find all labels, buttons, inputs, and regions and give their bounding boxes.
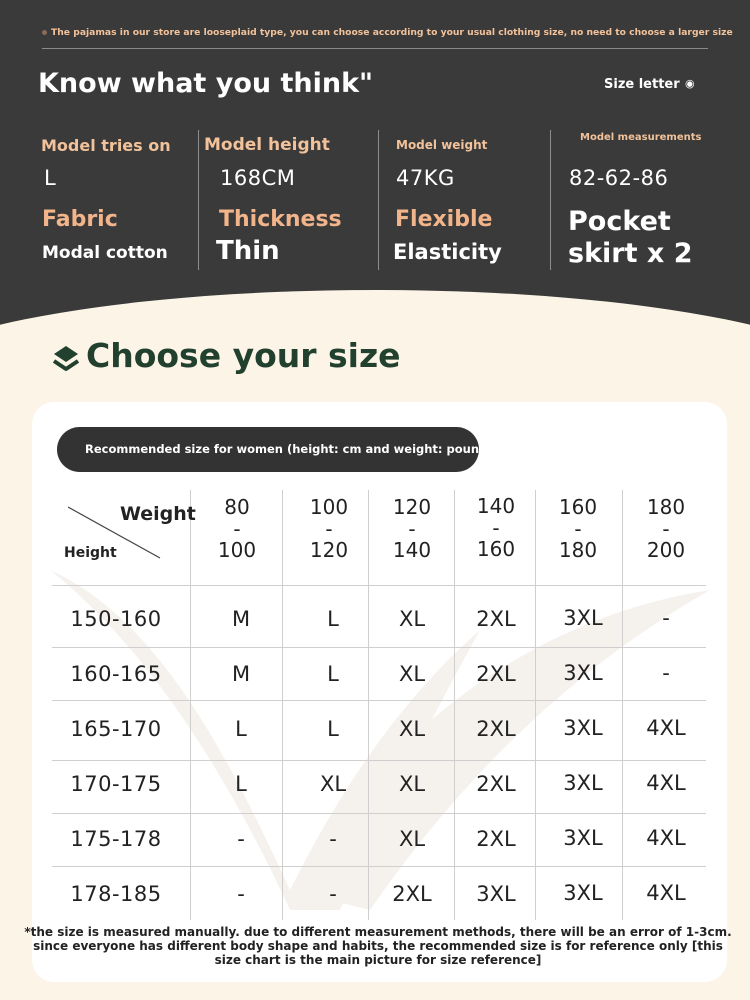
height-row-header: 175-178 [70, 827, 162, 851]
weight-dash: - [325, 516, 333, 541]
attr-value-fabric: Modal cotton [42, 243, 168, 263]
table-rule [52, 647, 706, 648]
size-cell: XL [398, 662, 426, 686]
size-cell: 3XL [563, 881, 603, 905]
size-cell: - [662, 661, 670, 685]
size-cell: 3XL [563, 771, 603, 795]
size-cell: XL [398, 772, 426, 796]
size-cell: M [231, 662, 251, 686]
height-row-header: 165-170 [70, 717, 162, 741]
table-rule [282, 490, 283, 920]
layers-icon [52, 344, 80, 376]
weight-min: 120 [392, 495, 432, 519]
bell-icon: ◉ [685, 77, 695, 90]
height-row-header: 150-160 [70, 607, 162, 631]
size-cell: - [329, 827, 337, 851]
size-cell: XL [398, 717, 426, 741]
size-cell: 3XL [476, 882, 516, 906]
size-cell: L [235, 772, 247, 796]
table-rule [52, 585, 706, 586]
weight-min: 100 [309, 495, 349, 519]
table-rule [52, 700, 706, 701]
attr-value-thickness: Thin [216, 236, 280, 266]
weight-max: 120 [309, 538, 349, 562]
weight-column-header [623, 497, 709, 562]
section-title: Choose your size [86, 336, 401, 375]
height-row-header: 160-165 [70, 662, 162, 686]
size-cell: 2XL [392, 882, 432, 906]
weight-max: 160 [476, 537, 516, 561]
weight-min: 160 [558, 495, 598, 519]
spec-value-model-height: 168CM [220, 166, 296, 190]
height-header: Height [64, 545, 117, 561]
size-cell: L [327, 717, 339, 741]
attr-label-fabric: Fabric [42, 207, 118, 232]
size-cell: 2XL [476, 772, 516, 796]
size-cell: 4XL [646, 881, 686, 905]
weight-header: Weight [120, 503, 196, 525]
attr-label-flexible: Flexible [395, 207, 493, 232]
weight-dash: - [233, 516, 241, 541]
spec-value-model-measurements: 82-62-86 [569, 166, 669, 190]
weight-column-header [453, 496, 539, 561]
height-row-header: 178-185 [70, 882, 162, 906]
size-cell: XL [398, 607, 426, 631]
size-cell: 2XL [476, 607, 516, 631]
size-cell: XL [319, 772, 347, 796]
weight-max: 140 [392, 538, 432, 562]
info-banner [0, 0, 750, 330]
size-cell: - [237, 827, 245, 851]
size-cell: L [327, 607, 339, 631]
size-cell: M [231, 607, 251, 631]
size-cell: 3XL [563, 716, 603, 740]
notice-text: The pajamas in our store are looseplaid type, you can choose according to your usual clothing size, no need to choose a larger size [51, 27, 733, 38]
size-disclaimer: *the size is measured manually. due to different measurement methods, there will be an error of 1-3cm. since everyone has different body shape and habits, the recommended size is for reference only [this size chart is the main picture for size reference] [24, 925, 732, 967]
size-cell: 3XL [563, 661, 603, 685]
weight-dash: - [492, 515, 500, 540]
spec-value-model-weight: 47KG [396, 166, 455, 190]
size-cell: 4XL [646, 716, 686, 740]
notice-bar [42, 17, 733, 49]
divider [198, 130, 199, 270]
weight-column-header [369, 497, 455, 562]
spec-label-model-tries-on: Model tries on [41, 136, 171, 155]
spec-label-model-height: Model height [204, 135, 330, 155]
size-cell: - [662, 606, 670, 630]
spec-value-model-tries-on: L [44, 166, 57, 190]
table-rule [52, 866, 706, 867]
size-cell: 4XL [646, 771, 686, 795]
weight-min: 140 [476, 494, 516, 518]
size-cell: 2XL [476, 662, 516, 686]
height-row-header: 170-175 [70, 772, 162, 796]
recommendation-pill: Recommended size for women (height: cm and weight: pounds) [57, 427, 479, 472]
weight-column-header [286, 497, 372, 562]
weight-dash: - [574, 516, 582, 541]
size-cell: L [327, 662, 339, 686]
bullet-icon [42, 30, 47, 35]
weight-dash: - [662, 516, 670, 541]
size-letter-label: Size letter [604, 77, 680, 92]
weight-max: 100 [217, 538, 257, 562]
size-cell: 3XL [563, 606, 603, 630]
weight-max: 180 [558, 538, 598, 562]
size-cell: XL [398, 827, 426, 851]
spec-label-model-measurements: Model measurements [580, 132, 702, 143]
size-cell: 2XL [476, 717, 516, 741]
weight-min: 180 [646, 495, 686, 519]
attr-label-thickness: Thickness [219, 207, 342, 232]
weight-column-header [535, 497, 621, 562]
attr-value-pocket: Pocket skirt x 2 [568, 206, 693, 269]
divider [378, 130, 379, 270]
divider [550, 130, 551, 270]
weight-column-header [194, 497, 280, 562]
size-cell: - [237, 882, 245, 906]
size-cell: 3XL [563, 826, 603, 850]
size-cell: 4XL [646, 826, 686, 850]
spec-label-model-weight: Model weight [396, 138, 488, 152]
weight-dash: - [408, 516, 416, 541]
headline: Know what you think" [38, 68, 374, 99]
weight-min: 80 [224, 495, 250, 519]
size-cell: 2XL [476, 827, 516, 851]
attr-value-flexible: Elasticity [393, 240, 502, 264]
table-rule [190, 490, 191, 920]
size-cell: - [329, 882, 337, 906]
table-rule [52, 760, 706, 761]
size-cell: L [235, 717, 247, 741]
weight-max: 200 [646, 538, 686, 562]
table-rule [52, 813, 706, 814]
